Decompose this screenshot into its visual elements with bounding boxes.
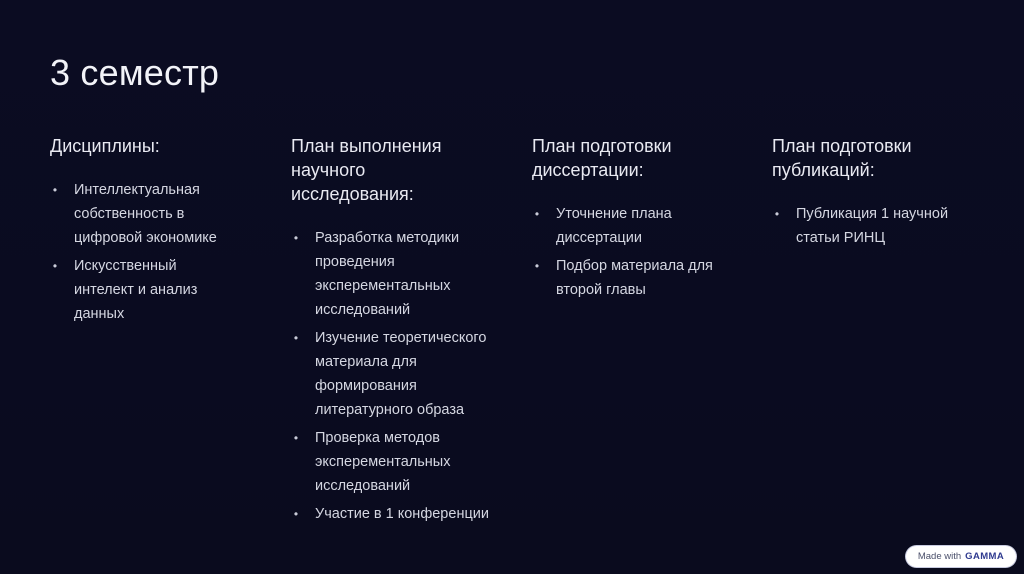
- column-heading: План выполнения научного исследования:: [291, 136, 442, 204]
- bullet-icon: •: [534, 259, 540, 273]
- list-item: [291, 426, 501, 498]
- bullet-icon: •: [293, 331, 299, 345]
- list-item-text: Подбор материала для второй главы: [556, 258, 713, 298]
- column-research-plan: [291, 134, 506, 530]
- column-list: [532, 202, 732, 302]
- column-publications-plan: [772, 134, 987, 254]
- list-item: [532, 254, 732, 302]
- bullet-icon: •: [293, 231, 299, 245]
- list-item-text: Участие в 1 конференции: [315, 506, 489, 522]
- badge-made-with-text: Made with: [917, 551, 962, 562]
- list-item-text: Проверка методов эксперементальных исследований: [315, 430, 451, 494]
- gamma-logo: GAMMA: [965, 551, 1005, 562]
- column-list: [772, 202, 962, 250]
- bullet-icon: •: [293, 431, 299, 445]
- column-heading: План подготовки диссертации:: [532, 136, 672, 180]
- bullet-icon: •: [774, 207, 780, 221]
- list-item-text: Изучение теоретического материала для формирования литературного образа: [315, 330, 487, 418]
- column-disciplines: [50, 134, 265, 330]
- list-item-text: Разработка методики проведения эксперементальных исследований: [315, 230, 460, 318]
- list-item: [291, 502, 501, 526]
- bullet-icon: •: [293, 507, 299, 521]
- slide-title: 3 семестр: [50, 52, 220, 93]
- list-item: [50, 178, 235, 250]
- list-item-text: Искусственный интелект и анализ данных: [74, 258, 198, 322]
- list-item: [291, 226, 501, 322]
- bullet-icon: •: [52, 259, 58, 273]
- bullet-icon: •: [52, 183, 58, 197]
- bullet-icon: •: [534, 207, 540, 221]
- column-list: [50, 178, 235, 326]
- list-item: [50, 254, 235, 326]
- list-item: [291, 326, 501, 422]
- made-with-gamma-badge[interactable]: [906, 546, 1016, 567]
- list-item: [532, 202, 732, 250]
- column-heading: Дисциплины:: [50, 136, 160, 156]
- list-item-text: Публикация 1 научной статьи РИНЦ: [796, 206, 949, 246]
- list-item: [772, 202, 962, 250]
- list-item-text: Уточнение плана диссертации: [556, 206, 672, 246]
- column-heading: План подготовки публикаций:: [772, 136, 912, 180]
- column-list: [291, 226, 501, 526]
- column-dissertation-plan: [532, 134, 747, 306]
- list-item-text: Интеллектуальная собственность в цифровой экономике: [74, 182, 217, 246]
